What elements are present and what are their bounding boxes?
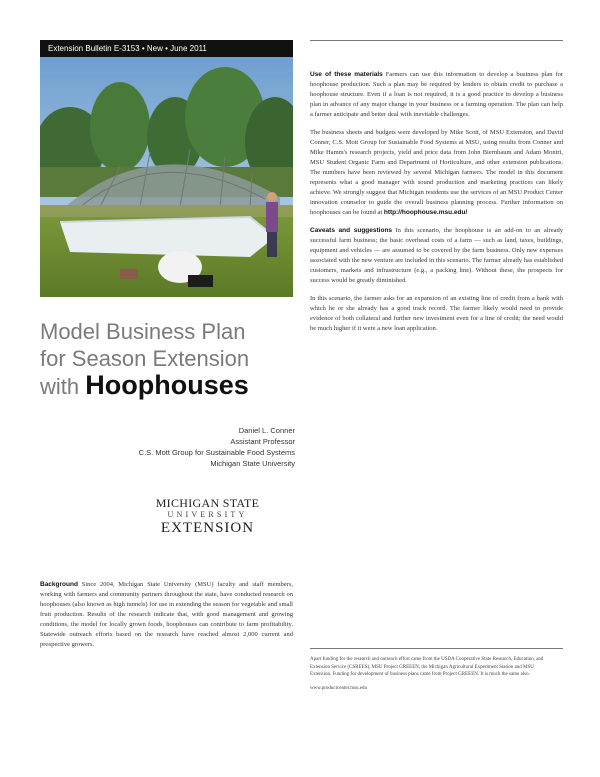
logo-line-1: MICHIGAN STATE bbox=[155, 496, 260, 510]
title-line-3 bbox=[40, 372, 300, 400]
hoophouse-photo bbox=[40, 57, 293, 297]
credit-paragraph: In this scenario, the farmer asks for an expansion of an existing line of credit from a bank with which he or she already has a good track record. The farmer likely would need to provide evidence of both collateral and further new investment even for a line of credit; the need would be much higher if it were a new loan application. bbox=[310, 295, 563, 332]
author-university: Michigan State University bbox=[210, 459, 295, 468]
development-text: The business sheets and budgets were developed by Mike Scott, of MSU Extension, and David Conner, C.S. Mott Group for Sustainable Food Systems at MSU, using results from Conner and Mike Hamm's research projects, yield and price data from John Biernbaum and Adam Montri, MSU Student Organic Farm and Department of Horticulture, and other extension publications. The numbers have been reviewed by several Michigan farmers. The model in this document represents what a good manager with sound production and marketing practices can likely achieve. We strongly suggest that Michigan residents use the services of an MSU Product Center innovation counselor to guide the overall business planning process. Further information on hoophouses can be found at bbox=[310, 129, 563, 216]
caveats-text: In this scenario, the hoophouse is an add-on to an already successful farm business; the basic overhead costs of a farm — such as land, taxes, buildings, equipment and vehicles — are assumed to be covered by the farm business. Only new expenses associated with the new venture are included in this scenario. The farmer already has established customers, markets and infrastructure (e.g., a packing line). Without these, the prospects for success would be greatly diminished. bbox=[310, 227, 563, 284]
use-section bbox=[310, 70, 563, 120]
top-rule bbox=[310, 40, 563, 41]
title-line-2: for Season Extension bbox=[40, 346, 250, 371]
background-text: Since 2004, Michigan State University (MSU) faculty and staff members, working with farmers and community partners throughout the state, have conducted research on hoophouses (also known as high tunnels) for use in extending the season for vegetable and small fruit production. Results of the research indicate that, with good management and growing conditions, the model for locally grown foods, hoophouses can contribute to farm profitability. Statewide outreach efforts based on the research have reached almost 2,000 current and prospective growers. bbox=[40, 581, 293, 648]
author-group: C.S. Mott Group for Sustainable Food Systems bbox=[138, 448, 295, 457]
caveats-heading: Caveats and suggestions bbox=[310, 227, 393, 234]
background-section bbox=[40, 580, 293, 650]
msu-extension-logo bbox=[140, 497, 275, 537]
hoophouse-link[interactable]: http://hoophouse.msu.edu/ bbox=[383, 209, 468, 216]
right-column bbox=[310, 70, 563, 342]
footnote-2: www.productcenter.msu.edu bbox=[310, 685, 368, 691]
footnote-1: Apart funding for the research and outreach effort came from the USDA Cooperative State Research, Education, and Extension Service (CSREES), MSU Project GREEEN, the Michigan Agricultural Experiment Station and MSU Extension. Funding for development of business plans came from Project GREEEN. It is much the same also. bbox=[310, 657, 544, 677]
title-line-3-prefix: with bbox=[40, 374, 86, 399]
logo-line-3: EXTENSION bbox=[160, 520, 255, 536]
footnote-rule bbox=[310, 648, 563, 649]
author-role: Assistant Professor bbox=[230, 437, 295, 446]
development-paragraph bbox=[310, 128, 563, 218]
title-emphasis: Hoophouses bbox=[85, 370, 249, 400]
logo-line-2: UNIVERSITY bbox=[167, 510, 248, 519]
background-heading: Background bbox=[40, 581, 78, 588]
author-name: Daniel L. Conner bbox=[238, 426, 295, 435]
use-heading: Use of these materials bbox=[310, 71, 383, 78]
title-line-1: Model Business Plan bbox=[40, 319, 246, 344]
use-text: Farmers can use this information to develop a business plan for hoophouse production. Such a plan may be required by lenders to obtain credit to purchase a hoophouse structure. Even if a loan is not required, it is a good practice to develop a business plan in advance of any major change in your business or a farming operation. The plan can help a farmer anticipate and better deal with inevitable challenges. bbox=[310, 71, 563, 118]
document-title bbox=[40, 318, 300, 400]
caveats-section bbox=[310, 226, 563, 286]
footnotes bbox=[310, 656, 550, 698]
bulletin-number-bar: Extension Bulletin E-3153 • New • June 2011 bbox=[40, 40, 293, 57]
author-block bbox=[40, 425, 295, 469]
